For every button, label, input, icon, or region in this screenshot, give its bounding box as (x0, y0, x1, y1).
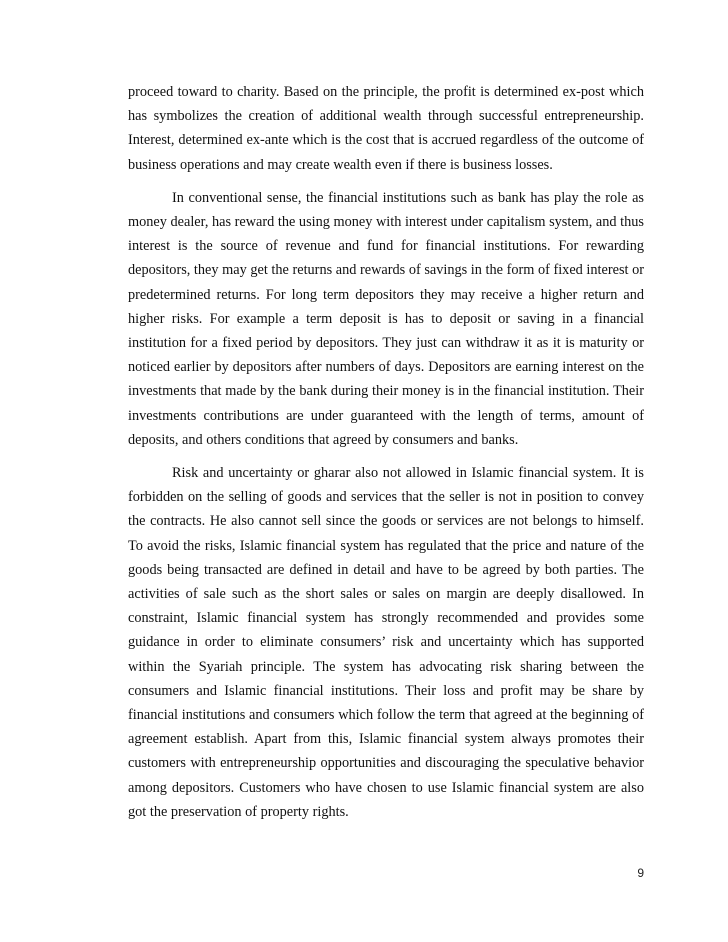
paragraph-1: proceed toward to charity. Based on the principle, the profit is determined ex-post which has symbolizes the creation of additional wealth through successful entrepreneurship. Interest, determined ex-ante which is the cost that is accrued regardless of the outcome of business operations and may create wealth even if there is business losses. (128, 84, 644, 173)
paragraph-2: In conventional sense, the financial institutions such as bank has play the role as money dealer, has reward the using money with interest under capitalism system, and thus interest is the source of revenue and fund for financial institutions. For rewarding depositors, they may get the returns and rewards of savings in the form of fixed interest or predetermined returns. For long term depositors they may receive a higher return and higher risks. For example a term deposit is has to deposit or saving in a financial institution for a fixed period by depositors. They just can withdraw it as it is maturity or noticed earlier by depositors after numbers of days. Depositors are earning interest on the investments that made by the bank during their money is in the financial institution. Their investments contributions are under guaranteed with the length of terms, amount of deposits, and others conditions that agreed by consumers and banks. (128, 189, 644, 448)
page-number: 9 (637, 866, 644, 880)
body-text (128, 80, 644, 824)
paragraph-3: Risk and uncertainty or gharar also not allowed in Islamic financial system. It is forbidden on the selling of goods and services that the seller is not in position to convey the contracts. He also cannot sell since the goods or services are not belongs to himself. To avoid the risks, Islamic financial system has regulated that the price and nature of the goods being transacted are defined in detail and have to be agreed by both parties. The activities of sale such as the short sales or sales on margin are deeply disallowed. In constraint, Islamic financial system has strongly recommended and provides some guidance in order to eliminate consumers’ risk and uncertainty which has supported within the Syariah principle. The system has advocating risk sharing between the consumers and Islamic financial institutions. Their loss and profit may be share by financial institutions and consumers which follow the term that agreed at the beginning of agreement establish. Apart from this, Islamic financial system always promotes their customers with entrepreneurship opportunities and discouraging the speculative behavior among depositors. Customers who have chosen to use Islamic financial system are also got the preservation of property rights. (128, 465, 644, 820)
